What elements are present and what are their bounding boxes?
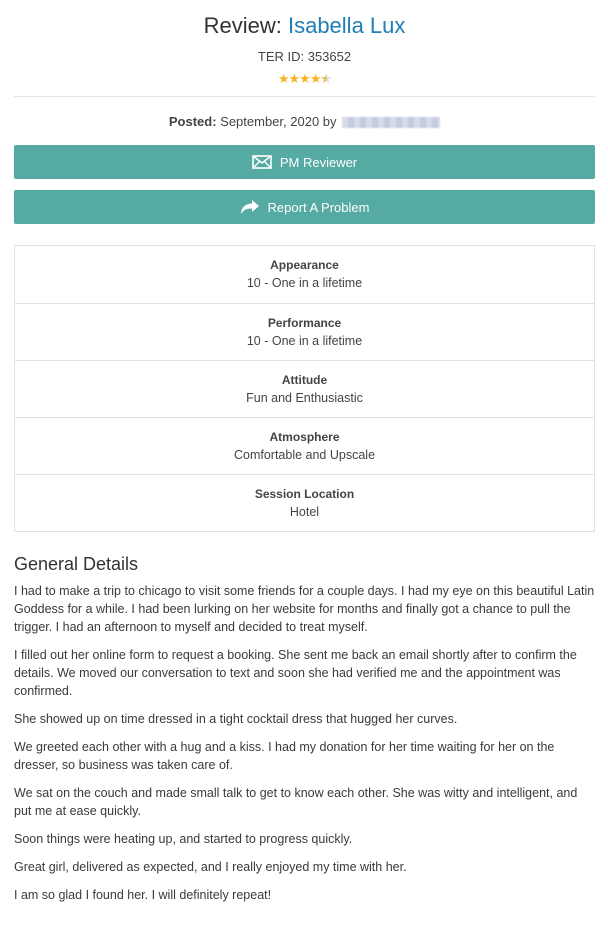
review-paragraph: Great girl, delivered as expected, and I really enjoyed my time with her.: [14, 860, 407, 874]
detail-value: Comfortable and Upscale: [233, 448, 376, 462]
detail-label: Attitude: [281, 373, 328, 387]
review-paragraph: I filled out her online form to request a booking. She sent me back an email shortly after to confirm the details. We moved our conversation to text and soon she had verified me and the appointment was confirmed.: [14, 648, 577, 698]
detail-row-atmosphere: [15, 417, 594, 474]
share-arrow-icon: [240, 199, 260, 215]
title-prefix: Review:: [203, 13, 282, 38]
star-icon: ★: [309, 71, 321, 86]
star-icon: ★: [299, 71, 310, 86]
envelope-icon: [252, 154, 272, 170]
review-paragraph: We greeted each other with a hug and a kiss. I had my donation for her time waiting for her on the dresser, so business was taken care of.: [14, 740, 555, 772]
report-problem-label: Report A Problem: [267, 199, 370, 215]
pm-reviewer-button[interactable]: [14, 145, 595, 179]
detail-label: Performance: [267, 316, 342, 330]
star-icon: ★: [288, 71, 300, 86]
review-paragraph: I had to make a trip to chicago to visit some friends for a couple days. I had my eye on this beautiful Latin Goddess for a while. I had been lurking on her website for months and finally got a chance to pull the trigger. I had an afternoon to myself and decided to treat myself.: [14, 584, 595, 634]
review-paragraph: I am so glad I found her. I will definitely repeat!: [14, 888, 272, 902]
review-paragraph: Soon things were heating up, and started to progress quickly.: [14, 832, 353, 846]
posted-text: September, 2020 by: [220, 114, 337, 129]
detail-value: Fun and Enthusiastic: [246, 391, 363, 405]
detail-row-appearance: [15, 246, 594, 303]
detail-label: Appearance: [270, 258, 339, 272]
posted-label: Posted:: [168, 114, 217, 129]
posted-line: [14, 113, 595, 131]
detail-value: 10 - One in a lifetime: [246, 334, 363, 348]
general-details-body: [14, 582, 595, 904]
detail-value: Hotel: [289, 505, 320, 519]
half-star-icon: ★ ★: [320, 71, 331, 87]
rating-stars: [14, 71, 595, 87]
review-paragraph: She showed up on time dressed in a tight cocktail dress that hugged her curves.: [14, 712, 458, 726]
ter-id: TER ID: 353652: [257, 49, 352, 64]
report-problem-button[interactable]: [14, 190, 595, 224]
review-details-table: [14, 245, 595, 532]
divider: [14, 96, 595, 97]
review-paragraph: We sat on the couch and made small talk to get to know each other. She was witty and intelligent, and put me at ease quickly.: [14, 786, 578, 818]
star-icon: ★: [277, 71, 289, 86]
review-page: [0, 10, 608, 904]
detail-value: 10 - One in a lifetime: [246, 276, 363, 290]
reviewer-name-redacted[interactable]: [342, 117, 440, 128]
general-details-heading: General Details: [14, 554, 139, 574]
provider-name-link[interactable]: Isabella Lux: [287, 13, 406, 38]
detail-label: Session Location: [254, 487, 355, 501]
pm-reviewer-label: PM Reviewer: [279, 154, 358, 170]
page-title: [14, 10, 595, 42]
detail-label: Atmosphere: [269, 430, 340, 444]
detail-row-performance: [15, 303, 594, 360]
detail-row-attitude: [15, 360, 594, 417]
detail-row-session-location: [15, 474, 594, 531]
